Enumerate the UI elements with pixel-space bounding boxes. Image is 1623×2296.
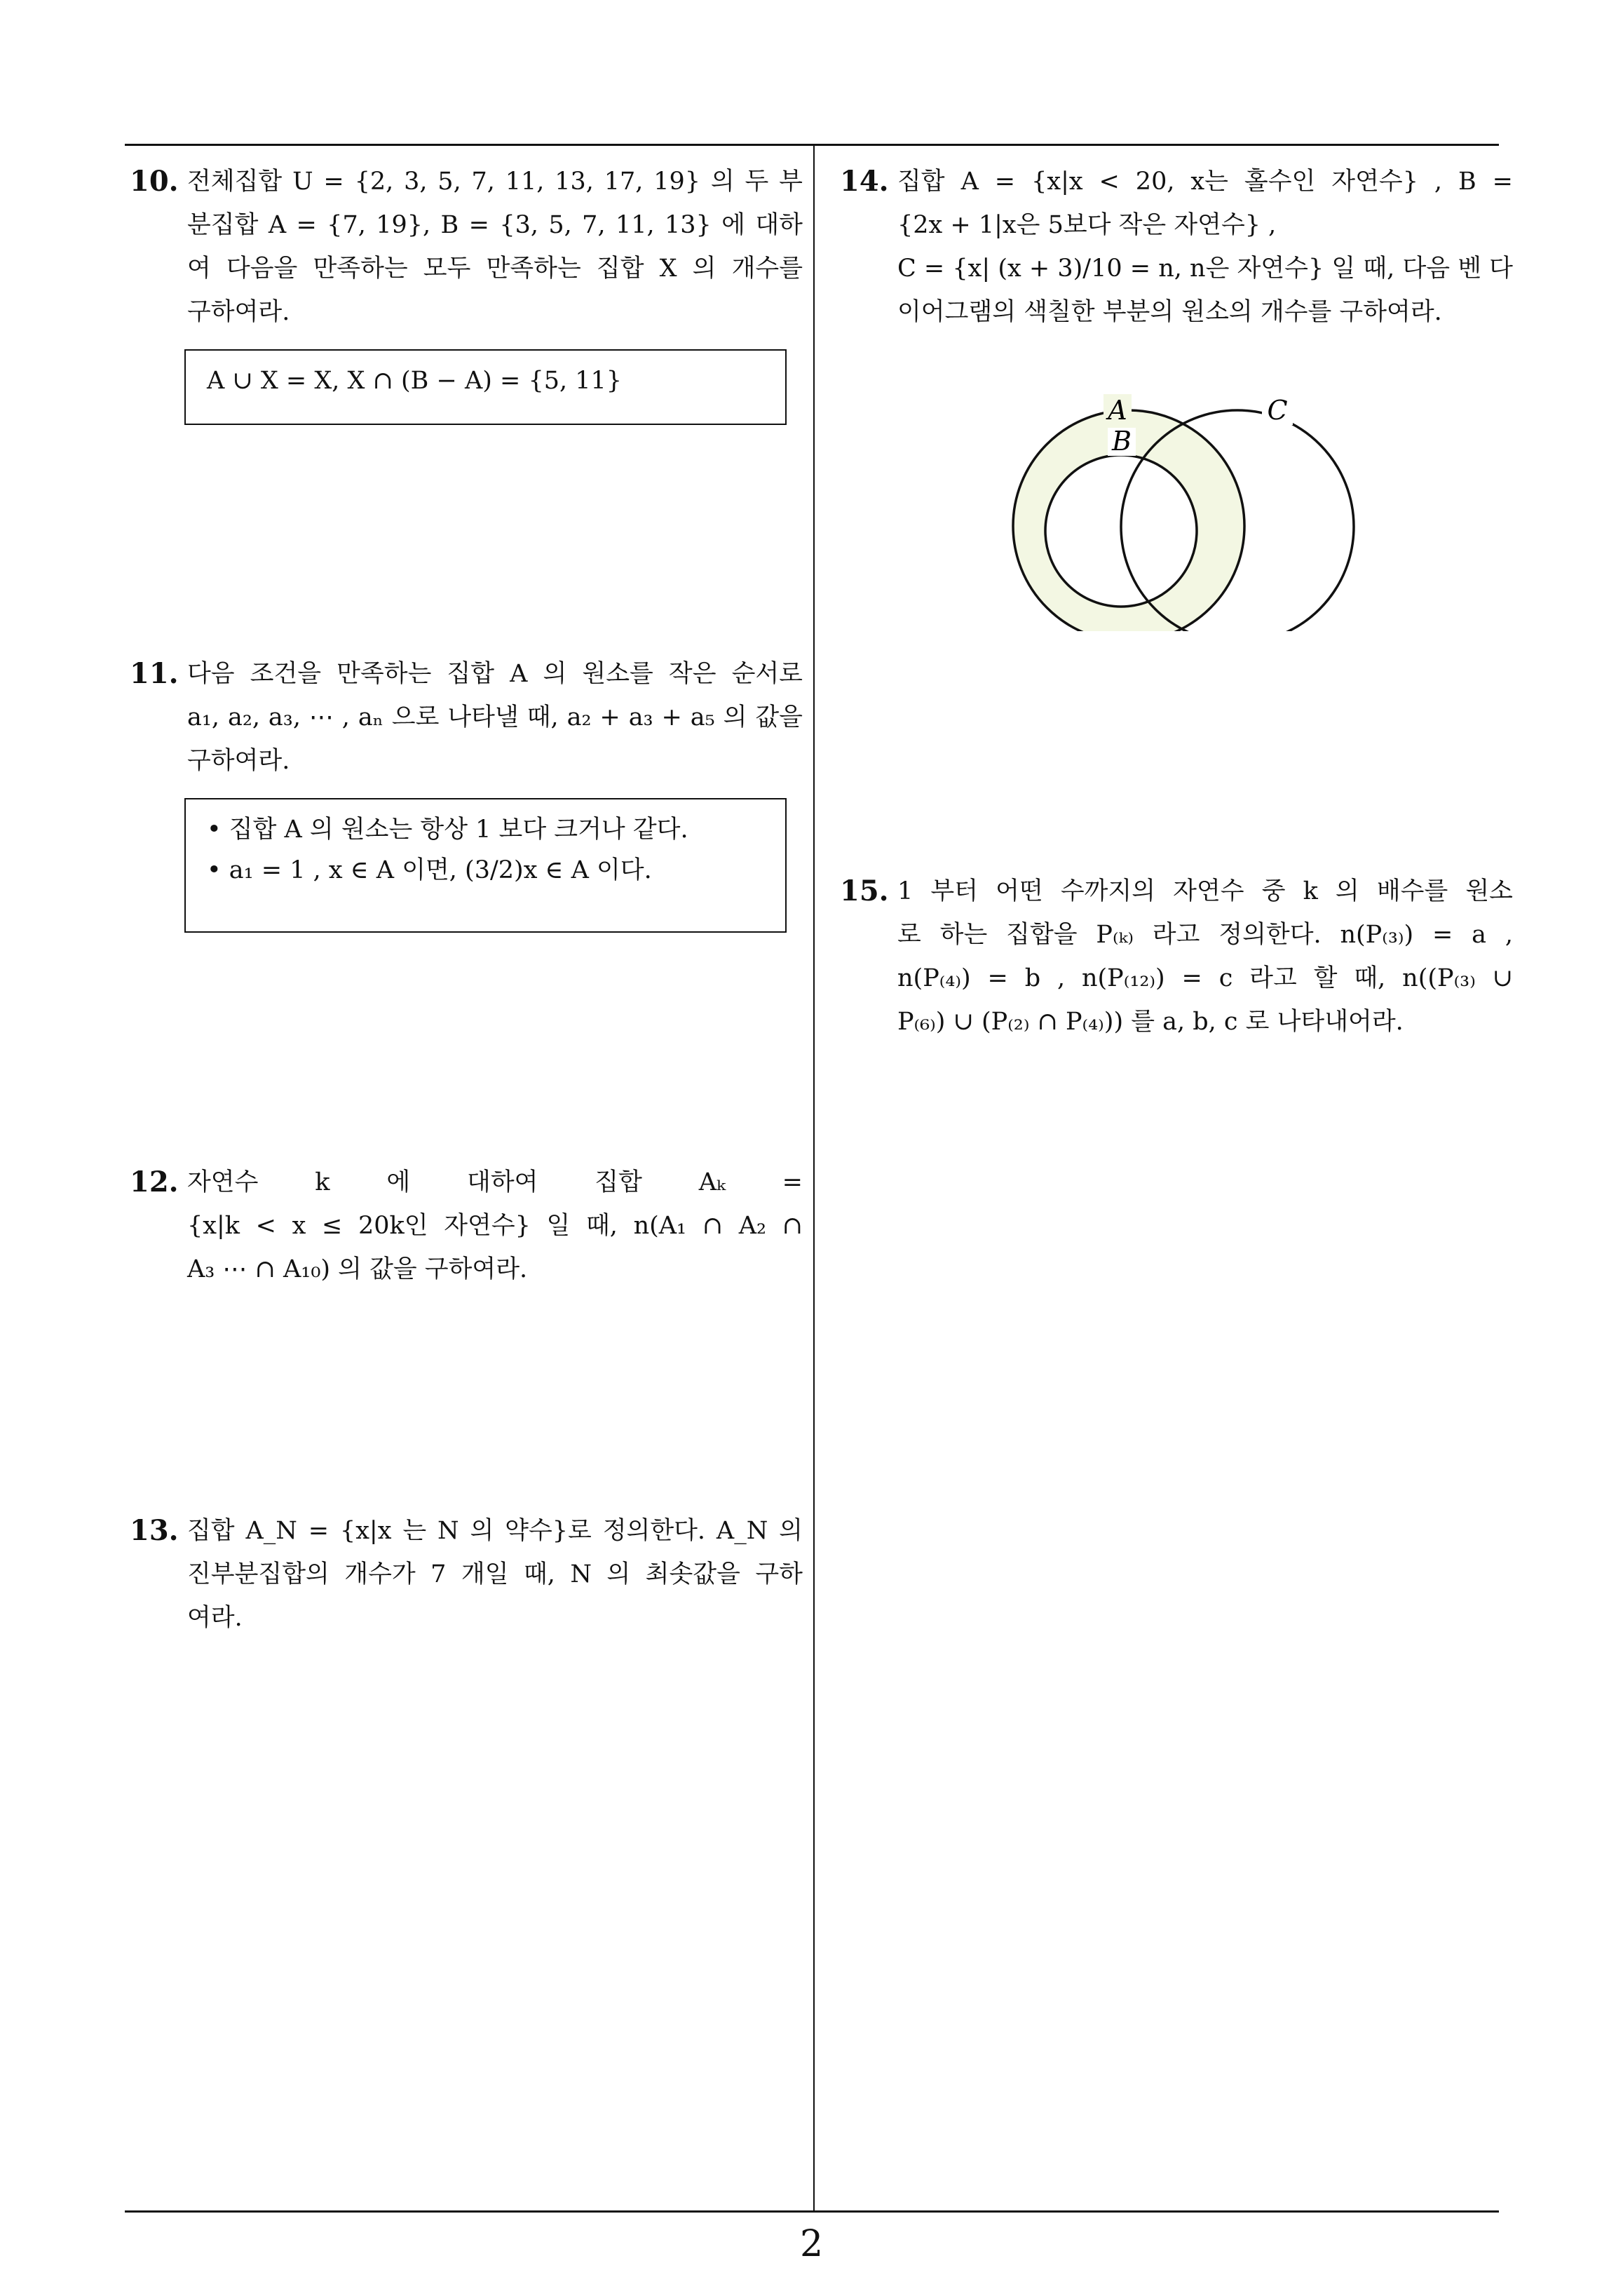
problem-text-line: a₁, a₂, a₃, ⋯ , aₙ 으로 나타낼 때, a₂ + a₃ + a₅ 의 값을 xyxy=(187,703,803,731)
venn-diagram xyxy=(996,365,1416,631)
problem-text-line: 여라. xyxy=(187,1604,243,1632)
problem-number: 13. xyxy=(130,1514,179,1547)
page-number: 2 xyxy=(799,2223,824,2265)
problem-text-line: 1 부터 어떤 수까지의 자연수 중 k 의 배수를 원소 xyxy=(897,877,1513,905)
top-rule xyxy=(125,144,1499,146)
problem-text-line: C = {x| (x + 3)/10 = n, n은 자연수} 일 때, 다음 벤 다 xyxy=(897,255,1513,283)
problem-14 xyxy=(840,160,1513,334)
condition-text: A ∪ X = X, X ∩ (B − A) = {5, 11} xyxy=(207,367,623,395)
problem-text-line: {2x + 1|x은 5보다 작은 자연수} , xyxy=(897,211,1277,239)
problem-text-line: 전체집합 U = {2, 3, 5, 7, 11, 13, 17, 19} 의 두 부 xyxy=(187,168,803,196)
problem-text-line: 분집합 A = {7, 19}, B = {3, 5, 7, 11, 13} 에 대하 xyxy=(187,211,803,239)
condition-text: • a₁ = 1 , x ∈ A 이면, (3/2)x ∈ A 이다. xyxy=(207,856,652,884)
column-divider xyxy=(813,144,815,2213)
problem-text-line: n(P₍₄₎) = b , n(P₍₁₂₎) = c 라고 할 때, n((P₍₃₎ ∪ xyxy=(897,964,1513,992)
venn-label-a: A xyxy=(1108,395,1127,426)
problem-text-line: 구하여라. xyxy=(187,747,290,775)
condition-box-11 xyxy=(184,798,787,933)
problem-text-line: A₃ ⋯ ∩ A₁₀) 의 값을 구하여라. xyxy=(187,1255,528,1283)
problem-text-line: 자연수 k 에 대하여 집합 Aₖ = xyxy=(187,1168,803,1196)
problem-15 xyxy=(840,870,1513,1044)
problem-10 xyxy=(130,160,803,334)
problem-text-line: 로 하는 집합을 P₍ₖ₎ 라고 정의한다. n(P₍₃₎) = a , xyxy=(897,921,1513,949)
problem-text-line: 구하여라. xyxy=(187,298,290,326)
problem-number: 14. xyxy=(840,165,889,198)
problem-number: 11. xyxy=(130,657,179,690)
condition-box-10 xyxy=(184,349,787,425)
problem-text-line: 여 다음을 만족하는 모두 만족하는 집합 X 의 개수를 xyxy=(187,255,803,283)
problem-12 xyxy=(130,1161,803,1291)
problem-11 xyxy=(130,652,803,783)
problem-text-line: {x|k < x ≤ 20k인 자연수} 일 때, n(A₁ ∩ A₂ ∩ xyxy=(187,1212,803,1240)
problem-text-line: 이어그램의 색칠한 부분의 원소의 개수를 구하여라. xyxy=(897,298,1442,326)
problem-text-line: P₍₆₎) ∪ (P₍₂₎ ∩ P₍₄₎)) 를 a, b, c 로 나타내어라. xyxy=(897,1008,1404,1036)
problem-number: 10. xyxy=(130,165,179,198)
problem-number: 15. xyxy=(840,874,889,907)
problem-text-line: 진부분집합의 개수가 7 개일 때, N 의 최솟값을 구하 xyxy=(187,1560,803,1588)
problem-text-line: 집합 A_N = {x|x 는 N 의 약수}로 정의한다. A_N 의 xyxy=(187,1517,803,1545)
bottom-rule xyxy=(125,2210,1499,2213)
condition-text: • 집합 A 의 원소는 항상 1 보다 크거나 같다. xyxy=(207,816,688,844)
problem-text-line: 집합 A = {x|x < 20, x는 홀수인 자연수} , B = xyxy=(897,168,1513,196)
venn-label-c: C xyxy=(1267,395,1288,426)
problem-number: 12. xyxy=(130,1166,179,1198)
problem-text-line: 다음 조건을 만족하는 집합 A 의 원소를 작은 순서로 xyxy=(187,660,803,688)
venn-label-b: B xyxy=(1112,426,1132,457)
problem-13 xyxy=(130,1509,803,1640)
